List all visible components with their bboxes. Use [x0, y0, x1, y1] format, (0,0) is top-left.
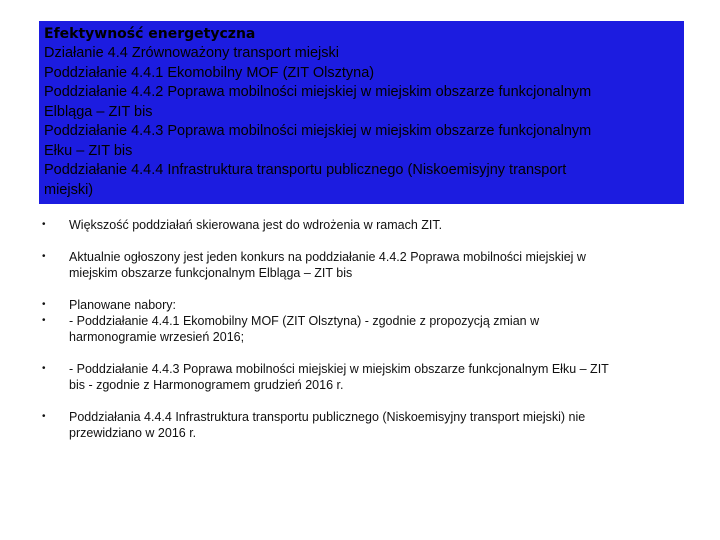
- header-line: Poddziałanie 4.4.3 Poprawa mobilności miejskiej w miejskim obszarze funkcjonalnym: [44, 123, 592, 139]
- bullet-text: [69, 217, 689, 233]
- bullet-item: [39, 249, 689, 281]
- bullet-line: miejskim obszarze funkcjonalnym Elbląga – ZIT bis: [69, 266, 353, 280]
- bullet-icon: •: [42, 315, 46, 326]
- bullet-icon: •: [42, 219, 46, 230]
- bullet-icon: •: [42, 411, 46, 422]
- header-line: Działanie 4.4 Zrównoważony transport miejski: [44, 45, 339, 61]
- bullet-item: [39, 361, 689, 393]
- bullet-line: - Poddziałanie 4.4.1 Ekomobilny MOF (ZIT Olsztyna) - zgodnie z propozycją zmian w: [69, 314, 540, 328]
- bullet-line: Aktualnie ogłoszony jest jeden konkurs na poddziałanie 4.4.2 Poprawa mobilności miejskiej w: [69, 250, 586, 264]
- bullet-line: harmonogramie wrzesień 2016;: [69, 330, 245, 344]
- bullet-line: Poddziałania 4.4.4 Infrastruktura transportu publicznego (Niskoemisyjny transport miejski) nie: [69, 410, 586, 424]
- bullet-list: [39, 217, 689, 457]
- header-line: Elbląga – ZIT bis: [44, 103, 153, 120]
- header-title: Efektywność energetyczna: [44, 26, 256, 42]
- header-line: Ełku – ZIT bis: [44, 142, 133, 159]
- bullet-marks: [39, 409, 69, 441]
- bullet-icon: •: [42, 251, 46, 262]
- header-line: miejski): [44, 181, 94, 198]
- bullet-text: [69, 249, 689, 281]
- bullet-icon: •: [42, 363, 46, 374]
- bullet-marks: [39, 361, 69, 393]
- bullet-line: Planowane nabory:: [69, 298, 177, 312]
- bullet-line: przewidziano w 2016 r.: [69, 426, 197, 440]
- bullet-marks: [39, 297, 69, 345]
- bullet-marks: [39, 217, 69, 233]
- bullet-item: [39, 409, 689, 441]
- header-line: Poddziałanie 4.4.2 Poprawa mobilności miejskiej w miejskim obszarze funkcjonalnym: [44, 84, 592, 100]
- bullet-marks: [39, 249, 69, 281]
- bullet-line: - Poddziałanie 4.4.3 Poprawa mobilności miejskiej w miejskim obszarze funkcjonalnym Ełku – ZIT: [69, 362, 609, 376]
- bullet-icon: •: [42, 299, 46, 310]
- bullet-item: [39, 217, 689, 233]
- bullet-text: [69, 297, 689, 345]
- bullet-item: [39, 297, 689, 345]
- header-line: Poddziałanie 4.4.1 Ekomobilny MOF (ZIT Olsztyna): [44, 64, 375, 81]
- header-box: [39, 21, 684, 204]
- header-line: Poddziałanie 4.4.4 Infrastruktura transportu publicznego (Niskoemisyjny transport: [44, 162, 567, 178]
- bullet-text: [69, 361, 689, 393]
- bullet-line: Większość poddziałań skierowana jest do wdrożenia w ramach ZIT.: [69, 218, 443, 232]
- bullet-text: [69, 409, 689, 441]
- bullet-line: bis - zgodnie z Harmonogramem grudzień 2016 r.: [69, 378, 344, 392]
